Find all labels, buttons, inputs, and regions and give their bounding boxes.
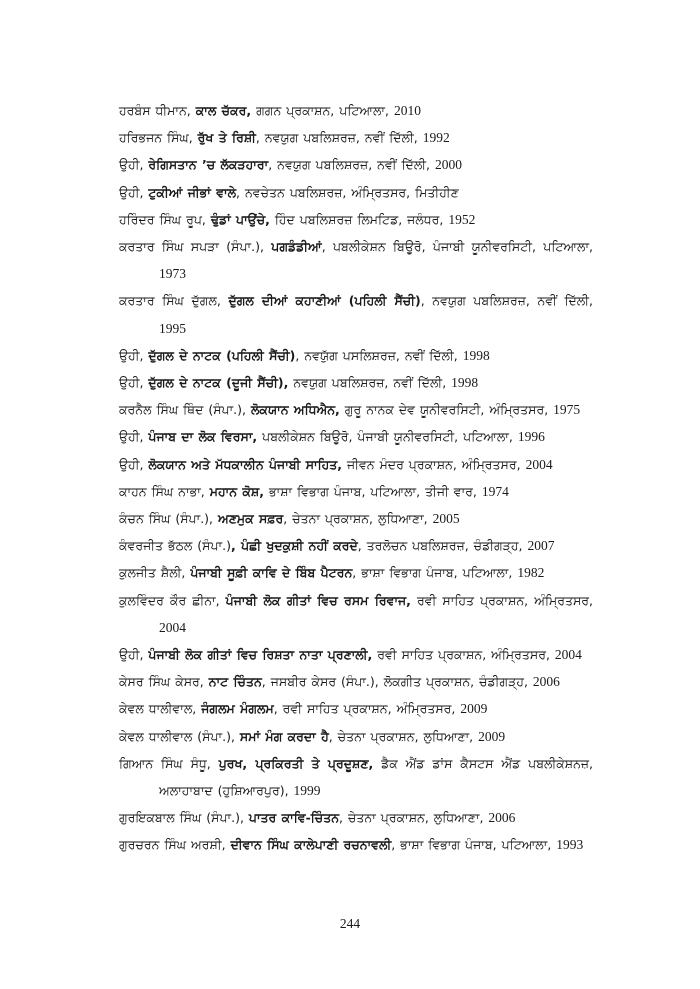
entry-year: 1999 — [293, 783, 321, 799]
entry-publisher: , ਨਵਚੇਤਨ ਪਬਲਿਸ਼ਰਜ਼, ਅੰਮ੍ਰਿਤਸਰ, ਮਿਤੀਹੀਣ — [236, 184, 459, 200]
entry-author: ਕੰਵਰਜੀਤ ਭੱਠਲ (ਸੰਪਾ.) — [119, 538, 231, 554]
entry-publisher: , ਜਸਬੀਰ ਕੇਸਰ (ਸੰਪਾ.), ਲੋਕਗੀਤ ਪ੍ਰਕਾਸ਼ਨ, ਚੰਡੀਗੜ੍ਹ, — [261, 674, 533, 690]
entry-year: 1993 — [556, 837, 584, 853]
bibliography-entry — [119, 206, 593, 233]
bibliography-entry — [119, 179, 593, 206]
entry-publisher: , ਤਰਲੋਚਨ ਪਬਲਿਸ਼ਰਜ਼, ਚੰਡੀਗੜ੍ਹ, — [357, 538, 528, 554]
entry-title: ਪਾਤਰ ਕਾਵਿ-ਚਿੰਤਨ — [248, 810, 340, 826]
entry-publisher: , ਨਵਯੁਗ ਪਬਲਿਸ਼ਰਜ਼, ਨਵੀਂ ਦਿੱਲੀ, — [268, 157, 435, 173]
entry-title: ਅਣਮੁਕ ਸਫ਼ਰ — [218, 511, 284, 527]
entry-title: ਪੰਜਾਬੀ ਲੋਕ ਗੀਤਾਂ ਵਿਚ ਰਸਮ ਰਿਵਾਜ, — [225, 592, 411, 608]
entry-title: ਪੰਜਾਬੀ ਲੋਕ ਗੀਤਾਂ ਵਿਚ ਰਿਸ਼ਤਾ ਨਾਤਾ ਪ੍ਰਣਾਲੀ, — [148, 647, 373, 663]
bibliography-entry — [119, 369, 593, 396]
entry-author: ਕਰਨੈਲ ਸਿੰਘ ਥਿੰਦ (ਸੰਪਾ.), — [119, 402, 251, 418]
bibliography-entry — [119, 505, 593, 532]
bibliography-entry — [119, 587, 593, 641]
entry-title: ਲੋਕਯਾਨ ਅਧਿਐਨ, — [250, 402, 340, 418]
bibliography-entry — [119, 233, 593, 287]
entry-author: ਉਹੀ, — [119, 647, 149, 663]
entry-author: ਗੁਰਚਰਨ ਸਿੰਘ ਅਰਸ਼ੀ, — [119, 837, 231, 853]
page-number: 244 — [339, 916, 361, 931]
entry-title: ਰੇਗਿਸਤਾਨ ’ਚ ਲੱਕੜਹਾਰਾ — [148, 157, 269, 173]
entry-title: ਮਹਾਨ ਕੋਸ਼, — [209, 483, 265, 499]
bibliography-entry — [119, 559, 593, 586]
entry-author: ਕੁਲਜੀਤ ਸ਼ੈਲੀ, — [119, 565, 191, 581]
entry-year: 1996 — [517, 429, 545, 445]
entry-author: ਉਹੀ, — [119, 184, 149, 200]
entry-year: 2000 — [434, 157, 462, 173]
bibliography-entry — [119, 532, 593, 559]
entry-publisher: ਭਾਸ਼ਾ ਵਿਭਾਗ ਪੰਜਾਬ, ਪਟਿਆਲਾ, ਤੀਜੀ ਵਾਰ, — [264, 483, 482, 499]
entry-title: ਸਮਾਂ ਮੰਗ ਕਰਦਾ ਹੈ — [239, 728, 329, 744]
entry-year: 1982 — [517, 565, 545, 581]
entry-title: ਪੁਰਖ, ਪ੍ਰਕਿਰਤੀ ਤੇ ਪ੍ਰਦੂਸ਼ਣ, — [218, 755, 374, 771]
bibliography-entry — [119, 287, 593, 341]
entry-year: 2010 — [393, 103, 421, 118]
bibliography-entry — [119, 641, 593, 668]
entry-author: ਕੰਚਨ ਸਿੰਘ (ਸੰਪਾ.), — [119, 511, 218, 527]
entry-year: 2004 — [159, 619, 186, 635]
entry-author: ਕੁਲਵਿੰਦਰ ਕੌਰ ਛੀਨਾ, — [119, 592, 226, 608]
entry-publisher: ਡੈਕ ਐਂਡ ਡਾਂਸ ਕੈਸਟਸ ਐਂਡ ਪਬਲੀਕੇਸ਼ਨਜ਼, ਅਲਾਹਾਬਾਦ (ਹੁਸ਼ਿਆਰਪੁਰ), — [159, 755, 593, 799]
bibliography-entry — [119, 695, 593, 722]
entry-author: ਕੇਵਲ ਧਾਲੀਵਾਲ, — [119, 701, 202, 717]
entry-title: ਢੁੰਡਾਂ ਪਾਉਂਚੇ, — [210, 211, 270, 227]
entry-year: 1952 — [448, 211, 476, 227]
entry-year: 1973 — [159, 266, 186, 282]
entry-title: ਦੁੱਗਲ ਦੀਆਂ ਕਹਾਣੀਆਂ (ਪਹਿਲੀ ਸੈਂਚੀ) — [228, 293, 421, 309]
entry-publisher: , ਰਵੀ ਸਾਹਿਤ ਪ੍ਰਕਾਸ਼ਨ, ਅੰਮ੍ਰਿਤਸਰ, — [273, 701, 461, 717]
entry-title: ਨਾਟ ਚਿੰਤਨ — [208, 674, 262, 690]
entry-year: 1992 — [422, 130, 450, 146]
entry-title: , ਪੰਛੀ ਖੁਦਕੁਸ਼ੀ ਨਹੀਂ ਕਰਦੇ — [231, 538, 358, 554]
entry-author: ਉਹੀ, — [119, 157, 149, 173]
entry-author: ਕੇਸਰ ਸਿੰਘ ਕੇਸਰ, — [119, 674, 209, 690]
bibliography-entry — [119, 97, 593, 124]
entry-publisher: , ਭਾਸ਼ਾ ਵਿਭਾਗ ਪੰਜਾਬ, ਪਟਿਆਲਾ, — [352, 565, 518, 581]
bibliography-entry — [119, 831, 593, 858]
entry-title: ਪੰਜਾਬੀ ਸੂਫ਼ੀ ਕਾਵਿ ਦੇ ਬਿੰਬ ਪੈਟਰਨ — [190, 565, 353, 581]
entry-publisher: ਨਵਯੁਗ ਪਬਲਿਸ਼ਰਜ਼, ਨਵੀਂ ਦਿੱਲੀ, — [288, 375, 452, 391]
entry-publisher: , ਚੇਤਨਾ ਪ੍ਰਕਾਸ਼ਨ, ਲੁਧਿਆਣਾ, — [328, 728, 479, 744]
entry-author: ਕਰਤਾਰ ਸਿੰਘ ਦੁੱਗਲ, — [119, 293, 229, 309]
entry-publisher: ਰਵੀ ਸਾਹਿਤ ਪ੍ਰਕਾਸ਼ਨ, ਅੰਮ੍ਰਿਤਸਰ, — [410, 592, 593, 608]
bibliography-entry — [119, 478, 593, 505]
entry-author: ਉਹੀ, — [119, 456, 149, 472]
bibliography-entry — [119, 668, 593, 695]
entry-publisher: ਰਵੀ ਸਾਹਿਤ ਪ੍ਰਕਾਸ਼ਨ, ਅੰਮ੍ਰਿਤਸਰ, — [372, 647, 555, 663]
entry-year: 1998 — [451, 375, 479, 391]
entry-title: ਦੁੱਗਲ ਦੇ ਨਾਟਕ (ਦੂਜੀ ਸੈਂਚੀ), — [148, 375, 289, 391]
entry-title: ਕਾਲ ਚੱਕਰ, — [195, 103, 252, 118]
bibliography-list — [119, 97, 593, 859]
entry-author: ਕੇਵਲ ਧਾਲੀਵਾਲ (ਸੰਪਾ.), — [119, 728, 240, 744]
entry-publisher: ਜੀਵਨ ਮੰਦਰ ਪ੍ਰਕਾਸ਼ਨ, ਅੰਮ੍ਰਿਤਸਰ, — [342, 456, 526, 472]
entry-publisher: ਹਿੰਦ ਪਬਲਿਸ਼ਰਜ਼ ਲਿਮਟਿਡ, ਜਲੰਧਰ, — [269, 211, 449, 227]
entry-title: ਦੀਵਾਨ ਸਿੰਘ ਕਾਲੇਪਾਣੀ ਰਚਨਾਵਲੀ — [230, 837, 392, 853]
entry-year: 1975 — [553, 402, 581, 418]
entry-year: 2007 — [527, 538, 555, 554]
entry-author: ਗੁਰਇਕਬਾਲ ਸਿੰਘ (ਸੰਪਾ.), — [119, 810, 249, 826]
bibliography-entry — [119, 750, 593, 804]
entry-author: ਉਹੀ, — [119, 429, 149, 445]
entry-year: 1998 — [462, 347, 490, 363]
bibliography-entry — [119, 124, 593, 151]
entry-year: 2006 — [532, 674, 560, 690]
entry-year: 2009 — [478, 728, 506, 744]
entry-publisher: , ਚੇਤਨਾ ਪ੍ਰਕਾਸ਼ਨ, ਲੁਧਿਆਣਾ, — [339, 810, 489, 826]
entry-publisher: , ਭਾਸ਼ਾ ਵਿਭਾਗ ਪੰਜਾਬ, ਪਟਿਆਲਾ, — [391, 837, 557, 853]
entry-author: ਗਿਆਨ ਸਿੰਘ ਸੰਧੂ, — [119, 755, 219, 771]
entry-year: 1995 — [159, 320, 186, 336]
entry-author: ਕਰਤਾਰ ਸਿੰਘ ਸਪੜਾ (ਸੰਪਾ.), — [119, 239, 272, 255]
entry-title: ਜੰਗਲਮ ਮੰਗਲਮ — [201, 701, 274, 717]
entry-author: ਉਹੀ, — [119, 375, 149, 391]
bibliography-entry — [119, 396, 593, 423]
entry-publisher: , ਚੇਤਨਾ ਪ੍ਰਕਾਸ਼ਨ, ਲੁਧਿਆਣਾ, — [283, 511, 433, 527]
entry-author: ਹਰਿੰਦਰ ਸਿੰਘ ਰੂਪ, — [119, 211, 211, 227]
entry-publisher: ਗੁਰੂ ਨਾਨਕ ਦੇਵ ਯੂਨੀਵਰਸਿਟੀ, ਅੰਮ੍ਰਿਤਸਰ, — [339, 402, 554, 418]
entry-year: 2004 — [525, 456, 553, 472]
entry-author: ਹਰਬੰਸ ਧੀਮਾਨ, — [119, 103, 196, 118]
entry-publisher: , ਨਵਯੁਗ ਪਬਲਿਸ਼ਰਜ਼, ਨਵੀਂ ਦਿੱਲੀ, — [420, 293, 593, 309]
bibliography-entry — [119, 723, 593, 750]
entry-publisher: , ਨਵਯੁਗ ਪਬਲਿਸ਼ਰਜ਼, ਨਵੀਂ ਦਿੱਲੀ, — [255, 130, 423, 146]
bibliography-entry — [119, 423, 593, 450]
entry-title: ਪੰਜਾਬ ਦਾ ਲੋਕ ਵਿਰਸਾ, — [148, 429, 258, 445]
entry-publisher: ਗਗਨ ਪ੍ਰਕਾਸ਼ਨ, ਪਟਿਆਲਾ, — [251, 103, 394, 118]
entry-publisher: , ਨਵਯੁੱਗ ਪਸਲਿਸ਼ਰਜ਼, ਨਵੀਂ ਦਿੱਲੀ, — [295, 347, 463, 363]
entry-author: ਉਹੀ, — [119, 347, 149, 363]
entry-title: ਟੁਕੀਆਂ ਜੀਭਾਂ ਵਾਲੇ — [148, 184, 237, 200]
entry-title: ਦੁੱਗਲ ਦੇ ਨਾਟਕ (ਪਹਿਲੀ ਸੈਂਚੀ) — [148, 347, 296, 363]
entry-publisher: ਪਬਲੀਕੇਸ਼ਨ ਬਿਊਰੋ, ਪੰਜਾਬੀ ਯੂਨੀਵਰਸਿਟੀ, ਪਟਿਆਲਾ, — [257, 429, 518, 445]
entry-title: ਲੋਕਯਾਨ ਅਤੇ ਮੱਧਕਾਲੀਨ ਪੰਜਾਬੀ ਸਾਹਿਤ, — [148, 456, 343, 472]
entry-year: 2005 — [432, 511, 460, 527]
bibliography-entry — [119, 804, 593, 831]
entry-year: 2006 — [488, 810, 516, 826]
bibliography-entry — [119, 151, 593, 178]
entry-author: ਹਰਿਭਜਨ ਸਿੰਘ, — [119, 130, 198, 146]
entry-year: 2009 — [460, 701, 488, 717]
bibliography-entry — [119, 451, 593, 478]
entry-year: 2004 — [554, 647, 582, 663]
entry-publisher: , ਪਬਲੀਕੇਸ਼ਨ ਬਿਊਰੋ, ਪੰਜਾਬੀ ਯੂਨੀਵਰਸਿਟੀ, ਪਟਿਆਲਾ, — [321, 239, 593, 255]
entry-year: 1974 — [481, 483, 509, 499]
bibliography-entry — [119, 342, 593, 369]
entry-title: ਰੁੱਖ ਤੇ ਰਿਸ਼ੀ — [197, 130, 256, 146]
entry-author: ਕਾਹਨ ਸਿੰਘ ਨਾਭਾ, — [119, 483, 210, 499]
entry-title: ਪਗਡੰਡੀਆਂ — [271, 239, 322, 255]
